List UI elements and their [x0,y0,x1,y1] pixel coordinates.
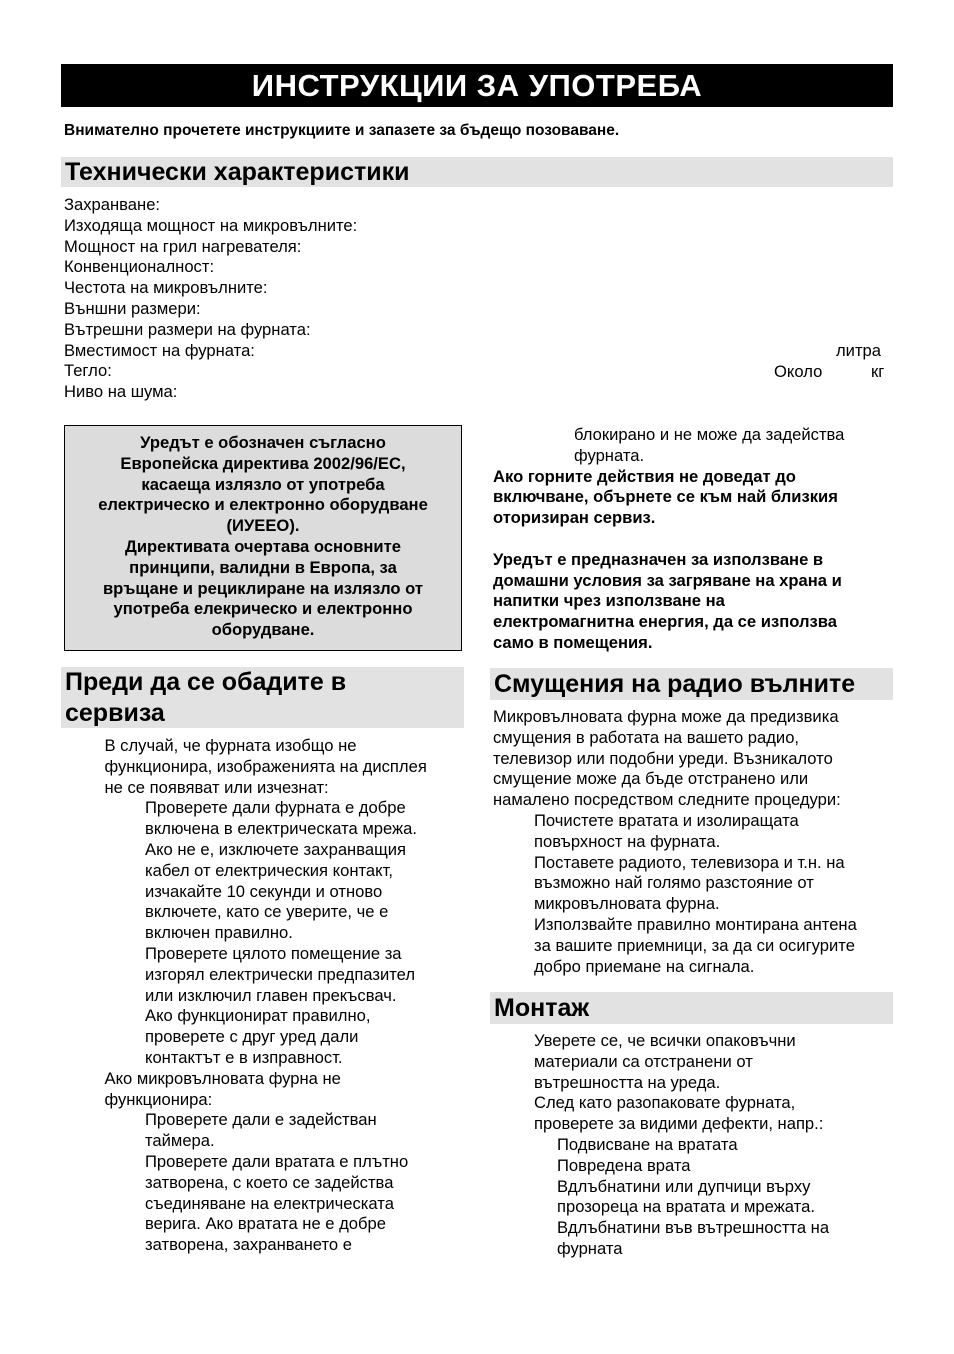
service-line: включена в електрическата мрежа. [145,819,417,839]
service-line: включен правилно. [145,923,293,943]
notice-line: Директивата очертава основните [125,536,401,556]
service-line: Проверете дали вратата е плътно [145,1151,409,1171]
radio-line: повърхност на фурната. [534,831,721,851]
radio-line: Микровълновата фурна може да предизвика [493,707,839,726]
radio-line: микровълновата фурна. [534,894,720,914]
notice-line: Европейска директива 2002/96/ЕС, [120,453,406,473]
notice-line: (ИУЕЕО). [226,516,300,536]
montage-line: Подвисване на вратата [557,1134,738,1154]
service-line: функционира: [104,1089,213,1109]
capacity-unit: литра [836,341,882,360]
notice-line: Уредът е обозначен съгласно [140,433,386,452]
montage-line: Вдлъбнатини или дупчици върху [557,1176,811,1196]
spec-row-label: Изходяща мощност на микровълните: [64,215,358,235]
spec-row-label: Конвенционалност: [64,257,215,277]
specs-list [64,195,357,403]
service-line: верига. Ако вратата не е добре [145,1214,386,1234]
weight-unit: кг [871,362,885,381]
montage-line: Вдлъбнатини във вътрешността на [557,1218,830,1238]
service-line: Проверете цялото помещение за [145,943,402,963]
weee-notice-box [64,425,462,651]
right-top-line: фурната. [574,445,645,465]
service-line: затворена, с което се задейства [145,1172,394,1192]
montage-line: вътрешността на уреда. [534,1072,721,1092]
right-top-text [493,425,844,654]
radio-line: телевизор или подобни уреди. Възникалото [493,748,833,768]
service-line: Ако микровълновата фурна не [104,1068,341,1088]
spec-row-label: Вътрешни размери на фурната: [64,319,311,339]
right-top-line: напитки чрез използване на [493,591,725,611]
spec-row-label: Външни размери: [64,298,201,318]
right-top-line: включване, обърнете се към най близкия [493,487,838,507]
radio-line: Почистете вратата и изолиращата [534,810,799,830]
radio-line: Поставете радиото, телевизора и т.н. на [534,852,845,872]
right-top-line: блокирано и не може да задейства [574,425,845,444]
service-line: съединяване на електрическата [145,1193,394,1213]
intro-text: Внимателно прочетете инструкциите и запазете за бъдещо позоваване. [64,122,620,139]
service-line: не се появяват или изчезнат: [104,777,329,797]
radio-line: намалено посредством следните процедури: [493,790,841,810]
notice-line: касаеща излязло от употреба [141,474,385,494]
montage-line: прозореца на вратата и мрежата. [557,1197,815,1217]
service-line: Проверете дали фурната е добре [145,798,406,818]
service-text [64,736,427,1256]
right-top-line: оторизиран сервиз. [493,508,656,528]
weight-prefix: Около [774,362,823,381]
radio-line: възможно най голямо разстояние от [534,873,814,893]
spec-row-label: Честота на микровълните: [64,278,268,298]
radio-line: добро приемане на сигнала. [534,956,755,976]
right-top-line: домашни условия за загряване на храна и [493,570,842,590]
service-line: В случай, че фурната изобщо не [104,736,357,755]
spec-row-label: Ниво на шума: [64,382,178,402]
notice-line: връщане и рециклиране на излязло от [102,578,424,598]
radio-line: за вашите приемници, за да си осигурите [534,935,855,955]
service-line: таймера. [145,1131,215,1151]
montage-text [493,1031,829,1260]
right-top-line: Уредът е предназначен за използване в [493,549,824,569]
right-top-line [493,529,844,550]
service-line: включете, като се уверите, че е [145,902,389,922]
montage-line: проверете за видими дефекти, напр.: [534,1114,824,1134]
service-line: контактът е в изправност. [145,1047,343,1067]
radio-line: Използвайте правилно монтирана антена [534,914,857,934]
service-line: кабел от електрическия контакт, [145,860,393,880]
notice-line: принципи, валидни в Европа, за [129,557,397,577]
spec-row-label: Захранване: [64,195,161,214]
right-top-line: само в помещения. [493,632,653,652]
montage-line: фурната [557,1238,623,1258]
service-line: или изключил главен прекъсвач. [145,985,397,1005]
montage-line: След като разопаковате фурната, [534,1093,796,1113]
service-heading-line-2: сервиза [65,699,165,727]
right-top-line: електромагнитна енергия, да се използва [493,612,837,632]
service-line: изчакайте 10 секунди и отново [145,881,383,901]
service-line: проверете с друг уред дали [145,1027,359,1047]
montage-line: Повредена врата [557,1155,691,1175]
spec-row-label: Вместимост на фурната: [64,340,255,360]
service-line: Проверете дали е задействан [145,1110,377,1130]
montage-line: материали са отстранени от [534,1051,753,1071]
montage-line: Уверете се, че всички опаковъчни [534,1031,796,1050]
montage-heading: Монтаж [490,992,893,1024]
specs-heading: Технически характеристики [61,157,893,187]
spec-row-label: Тегло: [64,361,112,381]
spec-row-label: Мощност на грил нагревателя: [64,236,302,256]
service-line: Ако не е, изключете захранващия [145,839,406,859]
page-title: ИНСТРУКЦИИ ЗА УПОТРЕБА [61,64,893,107]
notice-line: електрическо и електронно оборудване [98,495,428,515]
service-heading-line-1: Преди да се обадите в [65,668,347,696]
service-heading [61,667,464,728]
radio-heading: Смущения на радио вълните [490,668,893,700]
service-line: изгорял електрически предпазител [145,964,415,984]
radio-line: смущение може да бъде отстранено или [493,769,809,789]
service-line: затворена, захранването е [145,1235,352,1255]
service-line: Ако функционират правилно, [145,1006,371,1026]
radio-text [493,707,857,977]
notice-line: оборудване. [211,620,315,640]
service-line: функционира, изображенията на дисплея [104,756,427,776]
radio-line: смущения в работата на вашето радио, [493,727,800,747]
right-top-line: Ако горните действия не доведат до [493,466,796,486]
notice-line: употреба елекрическо и електронно [113,599,413,619]
